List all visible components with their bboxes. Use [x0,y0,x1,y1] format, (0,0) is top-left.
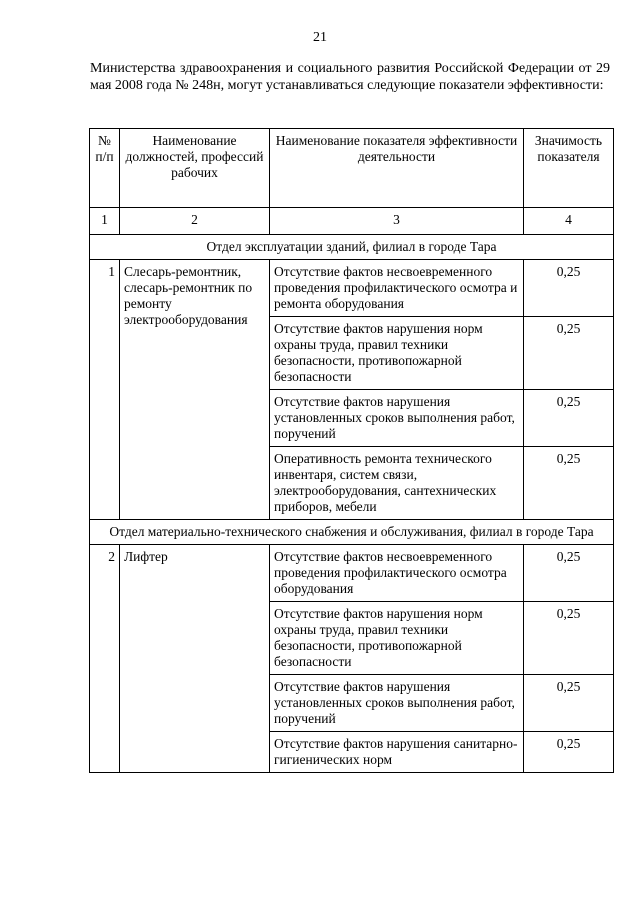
indicator-text: Отсутствие фактов несвоевременного проведения профилактического осмотра оборудования [270,545,524,602]
column-numbers-row [90,208,614,235]
position-name: Лифтер [120,545,270,773]
row-number: 1 [90,260,120,520]
indicator-value: 0,25 [524,260,614,317]
indicators-table [89,128,614,773]
table-row [90,545,614,602]
intro-paragraph: Министерства здравоохранения и социального развития Российской Федерации от 29 мая 2008 года № 248н, могут устанавливаться следующие показатели эффективности: [90,61,610,93]
page-number: 21 [313,30,327,45]
section-row [90,520,614,545]
indicator-text: Оперативность ремонта технического инвентаря, систем связи, электрооборудования, сантехнических приборов, мебели [270,447,524,520]
section-title: Отдел эксплуатации зданий, филиал в городе Тара [90,235,614,260]
header-position: Наименование должностей, профессий рабочих [120,129,270,208]
header-significance: Значимость показателя [524,129,614,208]
header-indicator: Наименование показателя эффективности деятельности [270,129,524,208]
indicator-value: 0,25 [524,602,614,675]
indicator-value: 0,25 [524,732,614,773]
position-name: Слесарь-ремонтник, слесарь-ремонтник по ремонту электрооборудования [120,260,270,520]
row-number: 2 [90,545,120,773]
section-row [90,235,614,260]
column-number: 4 [524,208,614,235]
indicator-text: Отсутствие фактов нарушения установленных сроков выполнения работ, поручений [270,675,524,732]
indicator-text: Отсутствие фактов нарушения норм охраны труда, правил техники безопасности, противопожарной безопасности [270,602,524,675]
indicator-value: 0,25 [524,675,614,732]
indicator-text: Отсутствие фактов несвоевременного проведения профилактического осмотра и ремонта оборудования [270,260,524,317]
section-title: Отдел материально-технического снабжения и обслуживания, филиал в городе Тара [90,520,614,545]
indicator-text: Отсутствие фактов нарушения установленных сроков выполнения работ, поручений [270,390,524,447]
column-number: 1 [90,208,120,235]
indicator-value: 0,25 [524,390,614,447]
indicator-value: 0,25 [524,545,614,602]
header-number: № п/п [90,129,120,208]
indicator-value: 0,25 [524,447,614,520]
table-row [90,260,614,317]
indicator-value: 0,25 [524,317,614,390]
column-number: 2 [120,208,270,235]
table-header-row [90,129,614,208]
column-number: 3 [270,208,524,235]
indicator-text: Отсутствие фактов нарушения норм охраны труда, правил техники безопасности, противопожарной безопасности [270,317,524,390]
indicator-text: Отсутствие фактов нарушения санитарно-гигиенических норм [270,732,524,773]
